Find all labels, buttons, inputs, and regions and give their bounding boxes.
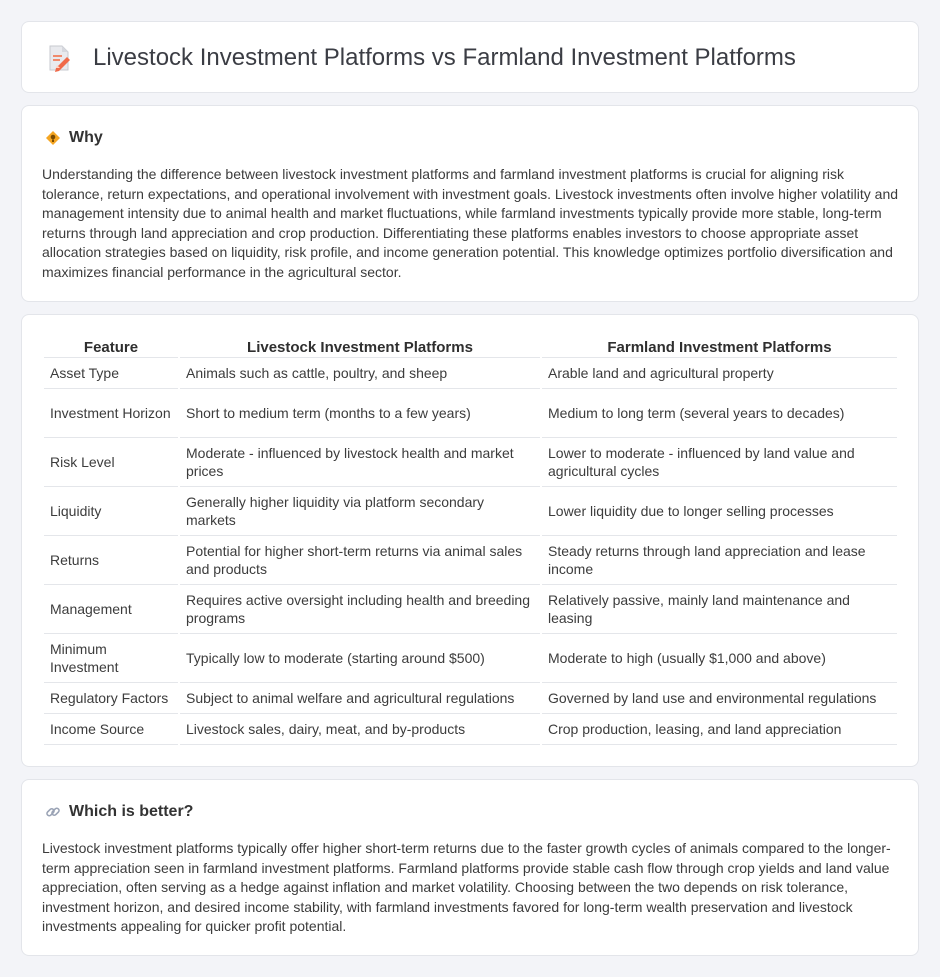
livestock-cell: Short to medium term (months to a few years) — [180, 389, 540, 438]
feature-cell: Asset Type — [44, 358, 178, 389]
farmland-cell: Steady returns through land appreciation and lease income — [542, 536, 897, 585]
livestock-cell: Typically low to moderate (starting around $500) — [180, 634, 540, 683]
feature-cell: Risk Level — [44, 438, 178, 487]
table-row — [44, 389, 897, 438]
feature-cell: Minimum Investment — [44, 634, 178, 683]
farmland-cell: Governed by land use and environmental regulations — [542, 683, 897, 714]
table-row — [44, 536, 897, 585]
why-section — [21, 105, 919, 302]
document-pen-icon — [47, 44, 71, 72]
better-heading — [44, 803, 193, 821]
feature-cell: Management — [44, 585, 178, 634]
livestock-cell: Livestock sales, dairy, meat, and by-products — [180, 714, 540, 745]
farmland-cell: Medium to long term (several years to decades) — [542, 389, 897, 438]
page-title: Livestock Investment Platforms vs Farmland Investment Platforms — [93, 44, 796, 71]
why-title: Why — [69, 129, 103, 146]
comparison-table-card — [21, 314, 919, 767]
livestock-cell: Generally higher liquidity via platform secondary markets — [180, 487, 540, 536]
why-heading — [44, 129, 103, 147]
farmland-cell: Arable land and agricultural property — [542, 358, 897, 389]
farmland-cell: Relatively passive, mainly land maintenance and leasing — [542, 585, 897, 634]
farmland-cell: Crop production, leasing, and land appreciation — [542, 714, 897, 745]
feature-cell: Regulatory Factors — [44, 683, 178, 714]
table-row — [44, 438, 897, 487]
table-row — [44, 634, 897, 683]
better-title: Which is better? — [69, 803, 194, 820]
farmland-cell: Lower liquidity due to longer selling processes — [542, 487, 897, 536]
feature-cell: Income Source — [44, 714, 178, 745]
table-row — [44, 487, 897, 536]
table-header-row — [44, 335, 897, 358]
why-text: Understanding the difference between livestock investment platforms and farmland investment platforms is crucial for aligning risk tolerance, return expectations, and operational involvement with investment goals. Livestock investments often involve higher volatility and management intensity due to animal health and market fluctuations, while farmland investments typically provide more stable, long-term returns through land appreciation and crop production. Differentiating these platforms enables investors to choose appropriate asset allocation strategies based on liquidity, risk profile, and income generation potential. This knowledge optimizes portfolio diversification and maximizes financial performance in the agricultural sector. — [42, 166, 899, 280]
column-header-livestock: Livestock Investment Platforms — [180, 335, 540, 358]
comparison-table — [42, 335, 899, 745]
title-row — [47, 44, 796, 72]
feature-cell: Liquidity — [44, 487, 178, 536]
farmland-cell: Moderate to high (usually $1,000 and above) — [542, 634, 897, 683]
header-card — [21, 21, 919, 93]
table-row — [44, 585, 897, 634]
table-row — [44, 358, 897, 389]
feature-cell: Returns — [44, 536, 178, 585]
column-header-farmland: Farmland Investment Platforms — [542, 335, 897, 358]
lightbulb-icon — [44, 129, 62, 147]
table-row — [44, 714, 897, 745]
table-row — [44, 683, 897, 714]
livestock-cell: Subject to animal welfare and agricultural regulations — [180, 683, 540, 714]
livestock-cell: Animals such as cattle, poultry, and sheep — [180, 358, 540, 389]
farmland-cell: Lower to moderate - influenced by land value and agricultural cycles — [542, 438, 897, 487]
better-text: Livestock investment platforms typically offer higher short-term returns due to the faster growth cycles of animals compared to the longer-term appreciation seen in farmland investment platforms. Farmland platforms provide stable cash flow through crop yields and land value appreciation, often serving as a hedge against inflation and market volatility. Choosing between the two depends on risk tolerance, investment horizon, and desired income stability, with farmland investments favored for long-term wealth preservation and livestock investments appealing for quicker profit potential. — [42, 840, 891, 935]
livestock-cell: Moderate - influenced by livestock health and market prices — [180, 438, 540, 487]
feature-cell: Investment Horizon — [44, 389, 178, 438]
livestock-cell: Requires active oversight including health and breeding programs — [180, 585, 540, 634]
column-header-feature: Feature — [44, 335, 178, 358]
livestock-cell: Potential for higher short-term returns via animal sales and products — [180, 536, 540, 585]
link-icon — [44, 803, 62, 821]
which-is-better-section — [21, 779, 919, 956]
